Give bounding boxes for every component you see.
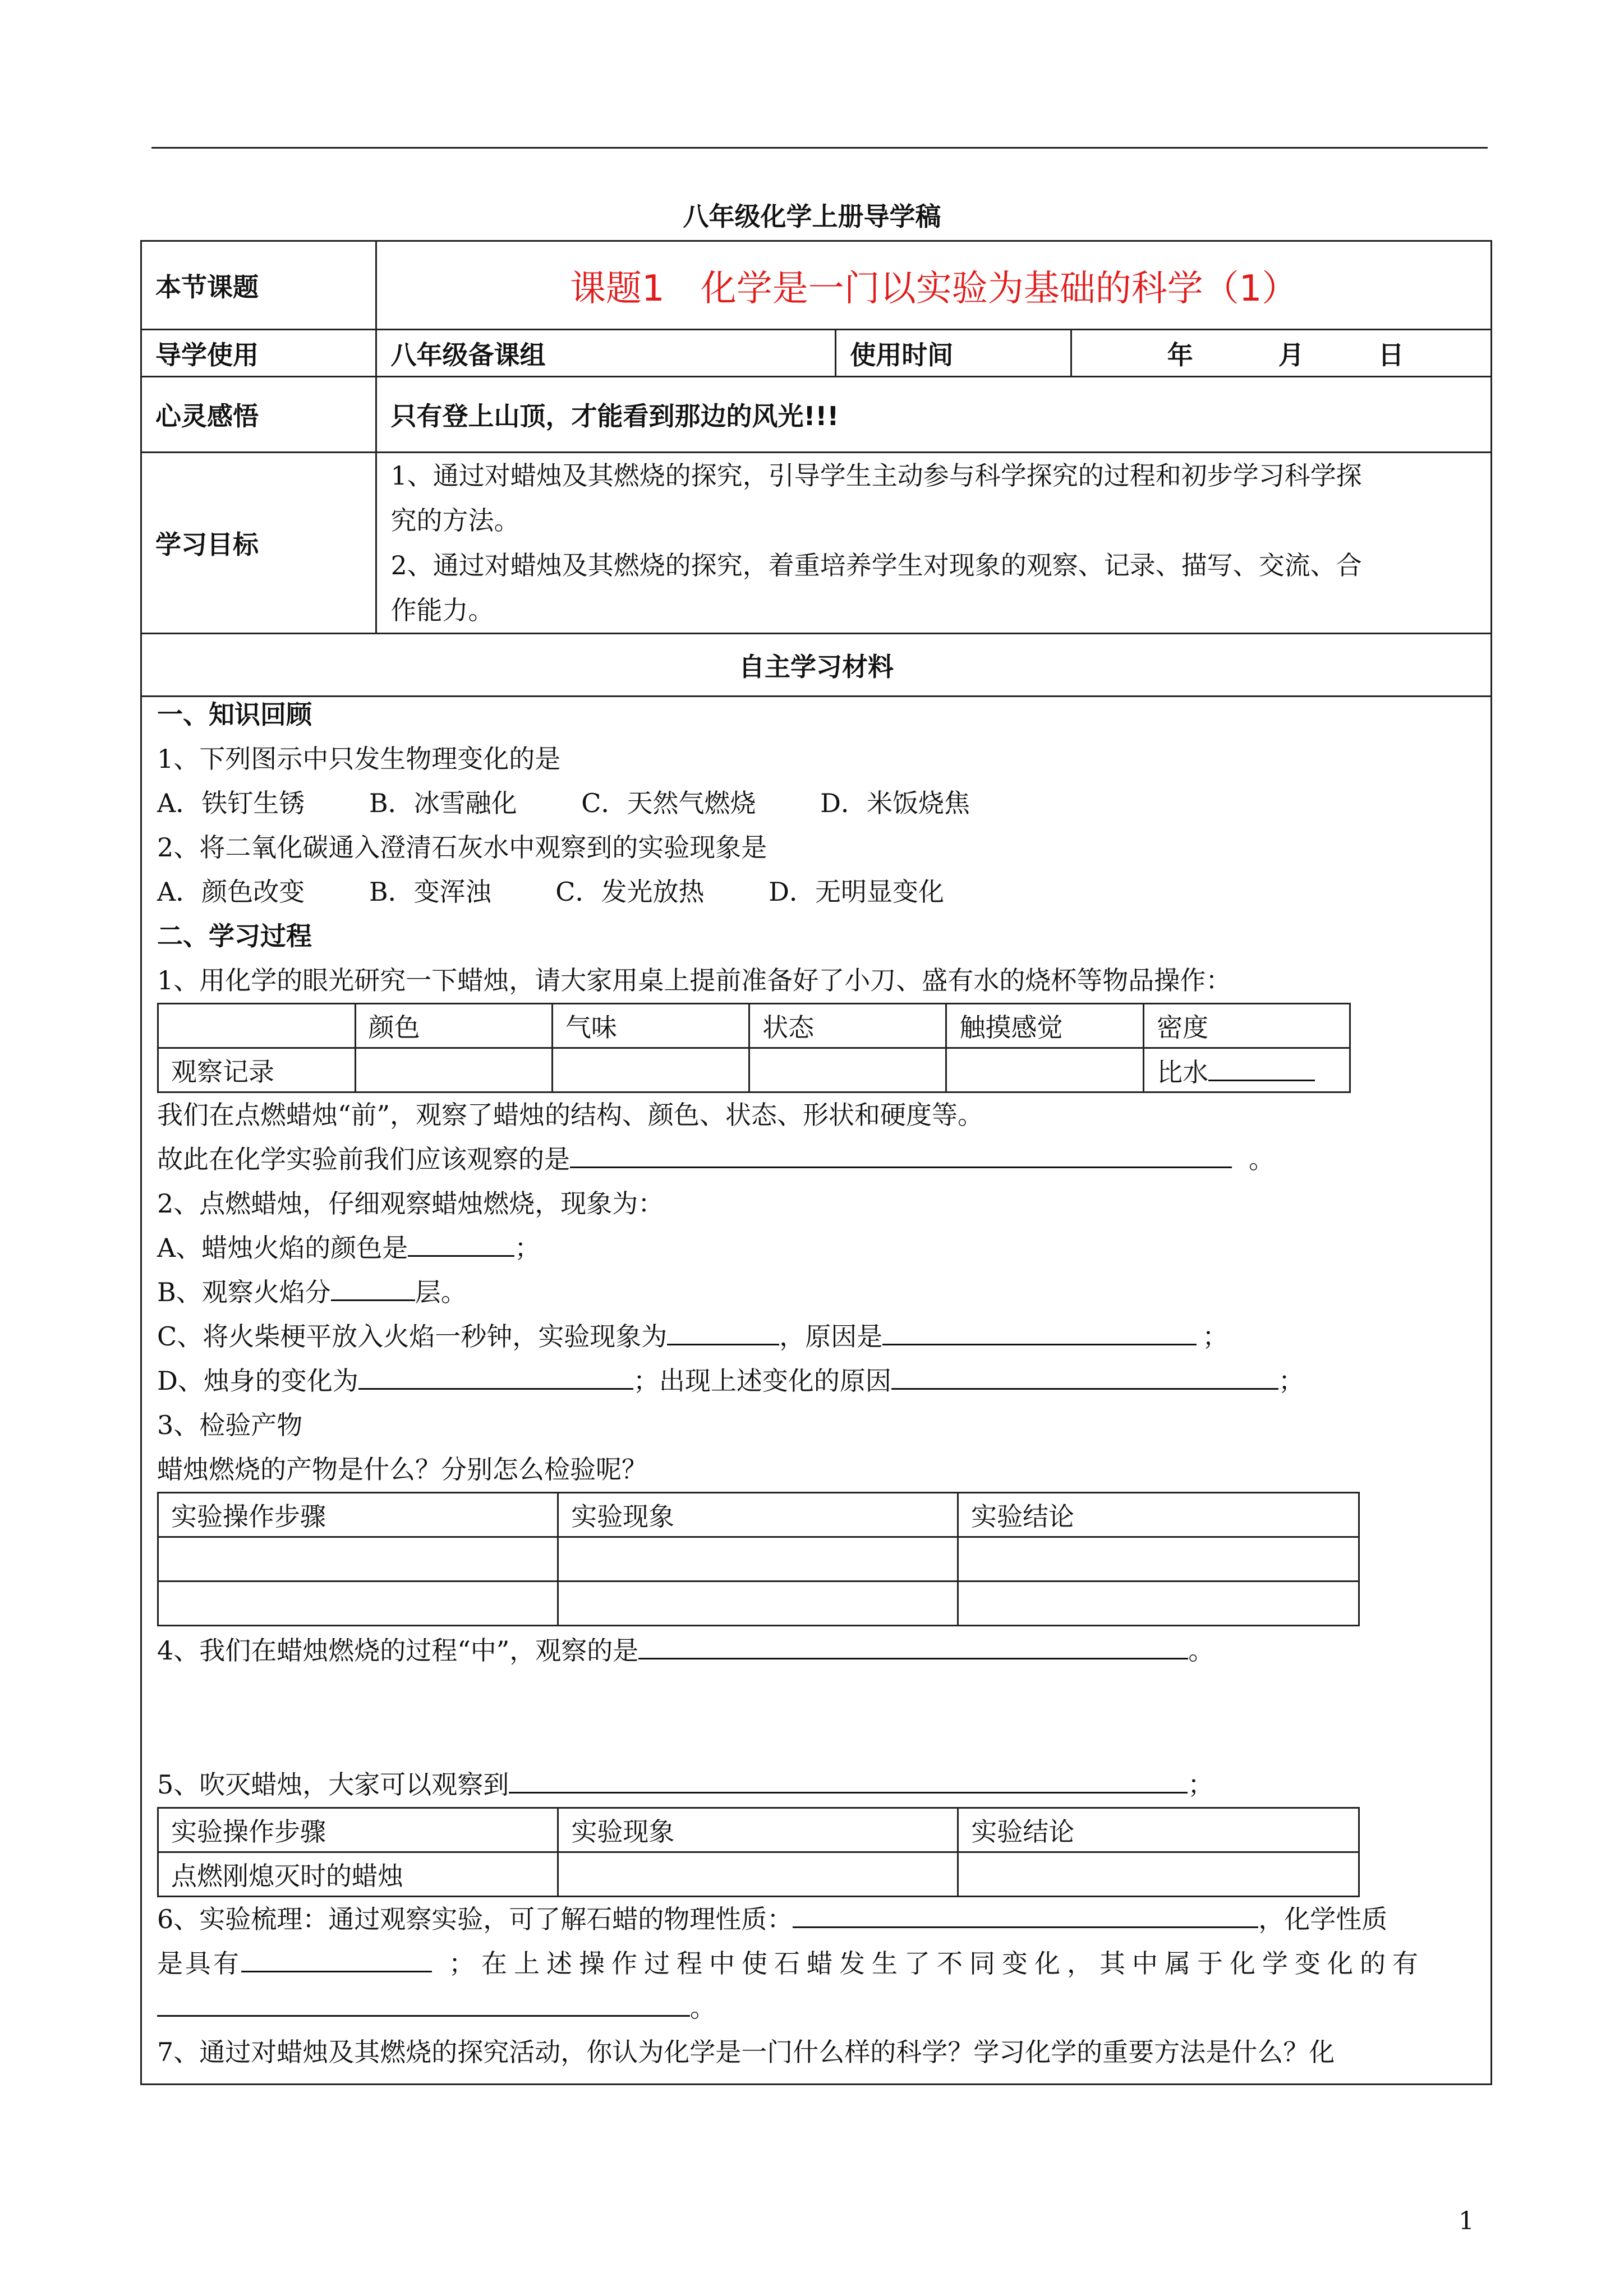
obs-header-cell: 触摸感觉 [946, 1004, 1144, 1048]
q2-option-b: B．变浑浊 [369, 877, 491, 907]
time-label: 使用时间 [836, 330, 1071, 377]
step-2-c [157, 1315, 1481, 1359]
table-row [158, 1493, 1359, 1537]
observation-table [157, 1003, 1351, 1093]
step-2-a-text: A、蜡烛火焰的颜色是 [157, 1233, 408, 1263]
table-cell[interactable] [158, 1537, 558, 1582]
worksheet-body [157, 693, 1481, 2074]
obs-cell[interactable] [749, 1048, 946, 1092]
step-6-line-a [157, 1897, 1481, 1942]
review-q2: 2、将二氧化碳通入澄清石灰水中观察到的实验现象是 [157, 832, 767, 863]
exp-header-steps: 实验操作步骤 [158, 1808, 558, 1852]
answer-blank[interactable] [408, 1227, 514, 1257]
q1-option-b: B．冰雪融化 [369, 788, 517, 818]
table-row [158, 1048, 1350, 1092]
table-cell[interactable] [558, 1852, 958, 1897]
date-year: 年 [1167, 339, 1193, 370]
review-q2-options [157, 870, 1481, 914]
table-cell[interactable] [158, 1582, 558, 1626]
date-cell [1071, 330, 1491, 377]
exp-header-conclusion: 实验结论 [958, 1493, 1359, 1537]
obs-row-label: 观察记录 [158, 1048, 356, 1092]
usage-label: 导学使用 [141, 330, 376, 377]
q1-option-a: A．铁钉生锈 [157, 788, 305, 818]
punct: ； [1202, 1321, 1229, 1352]
step-4-text: 4、我们在蜡烛燃烧的过程“中”，观察的是 [157, 1635, 639, 1666]
step-5 [157, 1763, 1481, 1807]
punct: ； [514, 1233, 541, 1263]
step-2-c-text: C、将火柴梗平放入火焰一秒钟，实验现象为 [157, 1321, 668, 1352]
goal-2-line-a: 2、通过对蜡烛及其燃烧的探究，着重培养学生对现象的观察、记录、描写、交流、合 [390, 550, 1362, 580]
exp-header-phenomenon: 实验现象 [558, 1808, 958, 1852]
step-1-question-text: 故此在化学实验前我们应该观察的是 [157, 1144, 570, 1174]
answer-blank[interactable] [882, 1316, 1197, 1345]
obs-header-cell: 状态 [749, 1004, 946, 1048]
answer-blank[interactable] [358, 1360, 633, 1390]
process-heading: 二、学习过程 [157, 921, 312, 951]
q1-option-c: C．天然气燃烧 [581, 788, 756, 818]
step-7: 7、通过对蜡烛及其燃烧的探究活动，你认为化学是一门什么样的科学？学习化学的重要方法是什么？化 [157, 2037, 1335, 2067]
step-6-b-text: 是具有 [157, 1948, 241, 1979]
obs-cell[interactable] [552, 1048, 749, 1092]
q2-option-c: C．发光放热 [555, 877, 705, 907]
header-table [140, 240, 1492, 697]
answer-blank[interactable] [157, 1987, 690, 2017]
date-month: 月 [1278, 339, 1304, 370]
obs-header-cell: 气味 [552, 1004, 749, 1048]
topic-title: 课题1 化学是一门以实验为基础的科学（1） [376, 241, 1492, 330]
step-6-line-b [157, 1942, 1481, 1986]
goal-1-line-a: 1、通过对蜡烛及其燃烧的探究，引导学生主动参与科学探究的过程和初步学习科学探 [390, 460, 1362, 491]
goal-1-line-b: 究的方法。 [390, 505, 520, 536]
header-rule [151, 147, 1488, 149]
q2-option-d: D．无明显变化 [769, 877, 945, 907]
motto-label: 心灵感悟 [141, 377, 376, 453]
table-cell[interactable] [558, 1537, 958, 1582]
goals-cell [376, 453, 1492, 634]
step-6-a-text: 6、实验梳理：通过观察实验，可了解石蜡的物理性质： [157, 1904, 793, 1934]
table-row [158, 1852, 1359, 1897]
period-mark: 。 [1188, 1635, 1214, 1666]
obs-header-cell [158, 1004, 356, 1048]
q1-option-d: D．米饭烧焦 [820, 788, 970, 818]
table-row [158, 1582, 1359, 1626]
step-2-b-end: 层。 [415, 1277, 467, 1307]
table-cell[interactable] [558, 1582, 958, 1626]
review-q1: 1、下列图示中只发生物理变化的是 [157, 744, 561, 774]
step-2-b [157, 1270, 1481, 1315]
obs-header-cell: 密度 [1144, 1004, 1350, 1048]
step-2-d-mid: ；出现上述变化的原因 [633, 1366, 891, 1396]
step-2-d [157, 1359, 1481, 1403]
table-cell[interactable] [958, 1537, 1359, 1582]
q2-option-a: A．颜色改变 [157, 877, 305, 907]
section-title: 自主学习材料 [141, 634, 1492, 697]
obs-cell[interactable] [946, 1048, 1144, 1092]
step-2-b-text: B、观察火焰分 [157, 1277, 331, 1307]
density-blank[interactable] [1208, 1052, 1315, 1081]
date-day: 日 [1378, 339, 1404, 370]
step-2-a [157, 1226, 1481, 1270]
step-1: 1、用化学的眼光研究一下蜡烛，请大家用桌上提前准备好了小刀、盛有水的烧杯等物品操作： [157, 965, 1232, 995]
extinguish-row-label: 点燃刚熄灭时的蜡烛 [158, 1852, 558, 1897]
step-3: 3、检验产物 [157, 1410, 303, 1440]
page-number: 1 [1459, 2207, 1474, 2235]
product-test-table [157, 1492, 1360, 1626]
step-6-b-mid: ；在上述操作过程中使石蜡发生了不同变化，其中属于化学变化的有 [449, 1948, 1425, 1979]
goals-label: 学习目标 [141, 453, 376, 634]
table-row [158, 1537, 1359, 1582]
topic-label: 本节课题 [141, 241, 376, 330]
document-title: 八年级化学上册导学稿 [683, 201, 941, 232]
step-6-a-end: ，化学性质 [1258, 1904, 1388, 1934]
exp-header-conclusion: 实验结论 [958, 1808, 1359, 1852]
step-2-c-mid: ，原因是 [779, 1321, 883, 1352]
step-1-note: 我们在点燃蜡烛“前”，观察了蜡烛的结构、颜色、状态、形状和硬度等。 [157, 1100, 984, 1130]
exp-header-phenomenon: 实验现象 [558, 1493, 958, 1537]
answer-blank[interactable] [638, 1630, 1188, 1659]
step-3-question: 蜡烛燃烧的产物是什么？分别怎么检验呢？ [157, 1454, 647, 1484]
answer-blank[interactable] [793, 1898, 1258, 1928]
step-4 [157, 1629, 1481, 1673]
obs-cell[interactable] [355, 1048, 552, 1092]
answer-blank[interactable] [891, 1360, 1278, 1390]
answer-space [157, 1673, 1481, 1763]
period-mark: 。 [690, 1993, 716, 2023]
step-1-question [157, 1137, 1481, 1182]
motto-text: 只有登上山顶，才能看到那边的风光!!! [376, 377, 1492, 453]
table-cell[interactable] [958, 1582, 1359, 1626]
review-heading: 一、知识回顾 [157, 699, 312, 730]
table-row [158, 1004, 1350, 1048]
answer-blank[interactable] [570, 1138, 1232, 1168]
step-5-text: 5、吹灭蜡烛，大家可以观察到 [157, 1769, 509, 1800]
punct: ； [1188, 1769, 1214, 1800]
review-q1-options [157, 781, 1481, 826]
density-cell [1144, 1048, 1350, 1092]
obs-header-cell: 颜色 [355, 1004, 552, 1048]
step-2-d-text: D、烛身的变化为 [157, 1366, 358, 1396]
period-mark: 。 [1249, 1144, 1275, 1174]
answer-blank[interactable] [667, 1316, 779, 1345]
answer-blank[interactable] [331, 1271, 415, 1301]
answer-blank[interactable] [241, 1943, 432, 1972]
step-6-line-c [157, 1986, 1481, 2030]
answer-blank[interactable] [509, 1764, 1188, 1794]
density-prefix: 比水 [1157, 1057, 1209, 1087]
step-2: 2、点燃蜡烛，仔细观察蜡烛燃烧，现象为： [157, 1188, 664, 1219]
punct: ； [1278, 1366, 1304, 1396]
table-cell[interactable] [958, 1852, 1359, 1897]
goal-2-line-b: 作能力。 [390, 595, 494, 625]
table-row [158, 1808, 1359, 1852]
extinguish-table [157, 1807, 1360, 1897]
exp-header-steps: 实验操作步骤 [158, 1493, 558, 1537]
usage-value: 八年级备课组 [376, 330, 836, 377]
